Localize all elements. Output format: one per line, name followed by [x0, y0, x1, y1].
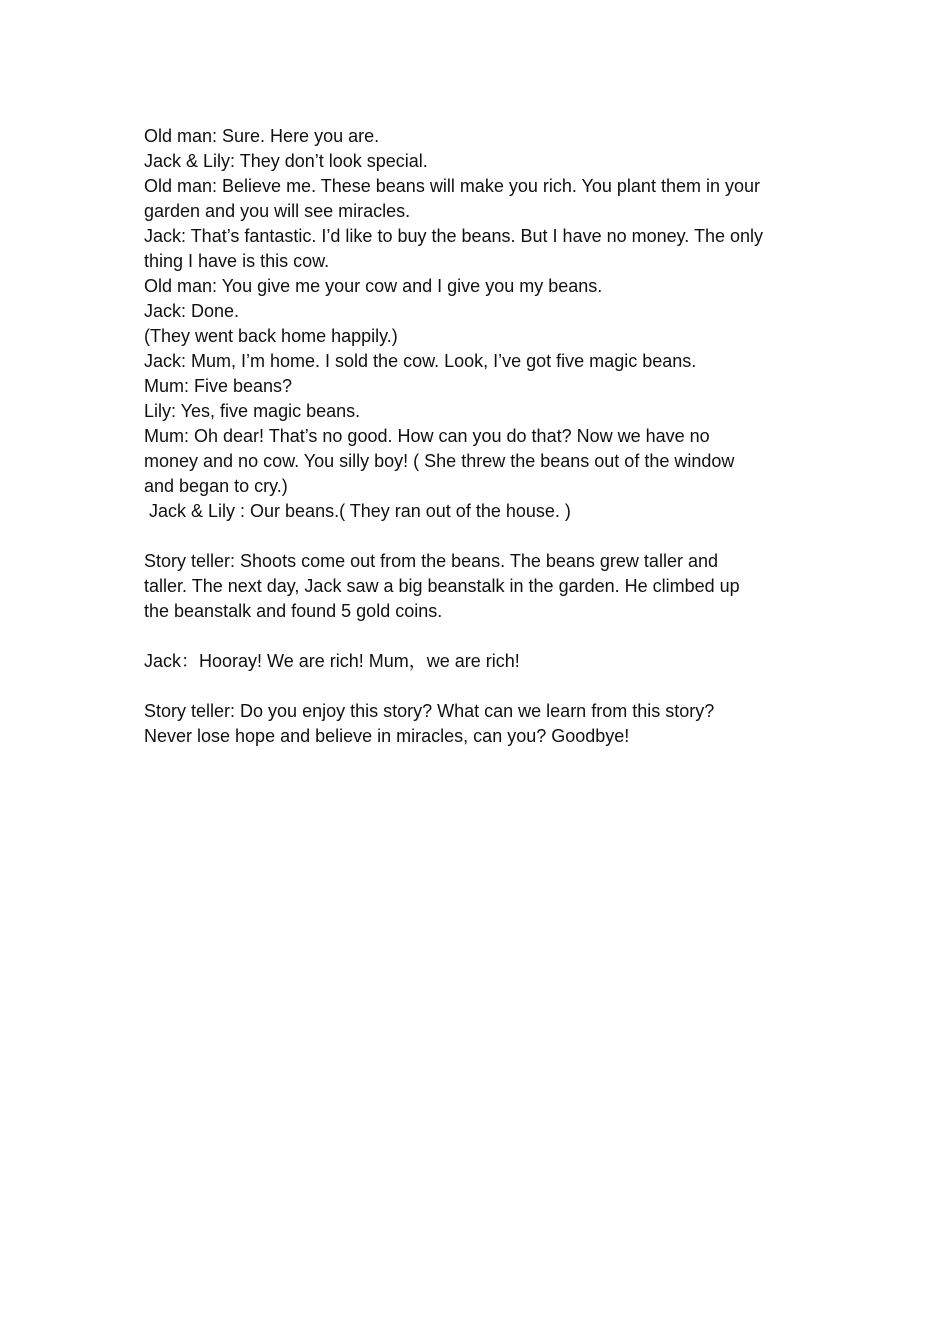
blank-line	[144, 624, 810, 649]
text-line: Old man: You give me your cow and I give you my beans.	[144, 276, 603, 296]
text-line: Jack: Mum, I’m home. I sold the cow. Look, I’ve got five magic beans.	[144, 351, 697, 371]
text-line: Jack: That’s fantastic. I’d like to buy the beans. But I have no money. The only	[144, 226, 764, 246]
text-line: thing I have is this cow.	[144, 251, 330, 271]
text-line: Never lose hope and believe in miracles, can you? Goodbye!	[144, 726, 630, 746]
blank-line	[144, 524, 810, 549]
text-line: money and no cow. You silly boy! ( She threw the beans out of the window	[144, 451, 735, 471]
text-line: Old man: Sure. Here you are.	[144, 126, 380, 146]
text-line: taller. The next day, Jack saw a big beanstalk in the garden. He climbed up	[144, 576, 740, 596]
text-line: Jack: Done.	[144, 301, 240, 321]
text-line: Jack & Lily: They don’t look special.	[144, 151, 428, 171]
text-line: Story teller: Shoots come out from the beans. The beans grew taller and	[144, 551, 718, 571]
text-line: Mum: Oh dear! That’s no good. How can you do that? Now we have no	[144, 426, 710, 446]
text-line: (They went back home happily.)	[144, 326, 398, 346]
text-line: the beanstalk and found 5 gold coins.	[144, 601, 443, 621]
text-line: Jack：Hooray! We are rich! Mum，we are rich!	[144, 651, 520, 671]
text-line: Mum: Five beans?	[144, 376, 293, 396]
text-line: Jack & Lily : Our beans.( They ran out of the house. )	[144, 501, 571, 521]
text-line: Old man: Believe me. These beans will make you rich. You plant them in your	[144, 176, 760, 196]
text-line: Lily: Yes, five magic beans.	[144, 401, 361, 421]
text-line: and began to cry.)	[144, 476, 288, 496]
blank-line	[144, 674, 810, 699]
text-line: Story teller: Do you enjoy this story? What can we learn from this story?	[144, 701, 715, 721]
text-line: garden and you will see miracles.	[144, 201, 411, 221]
